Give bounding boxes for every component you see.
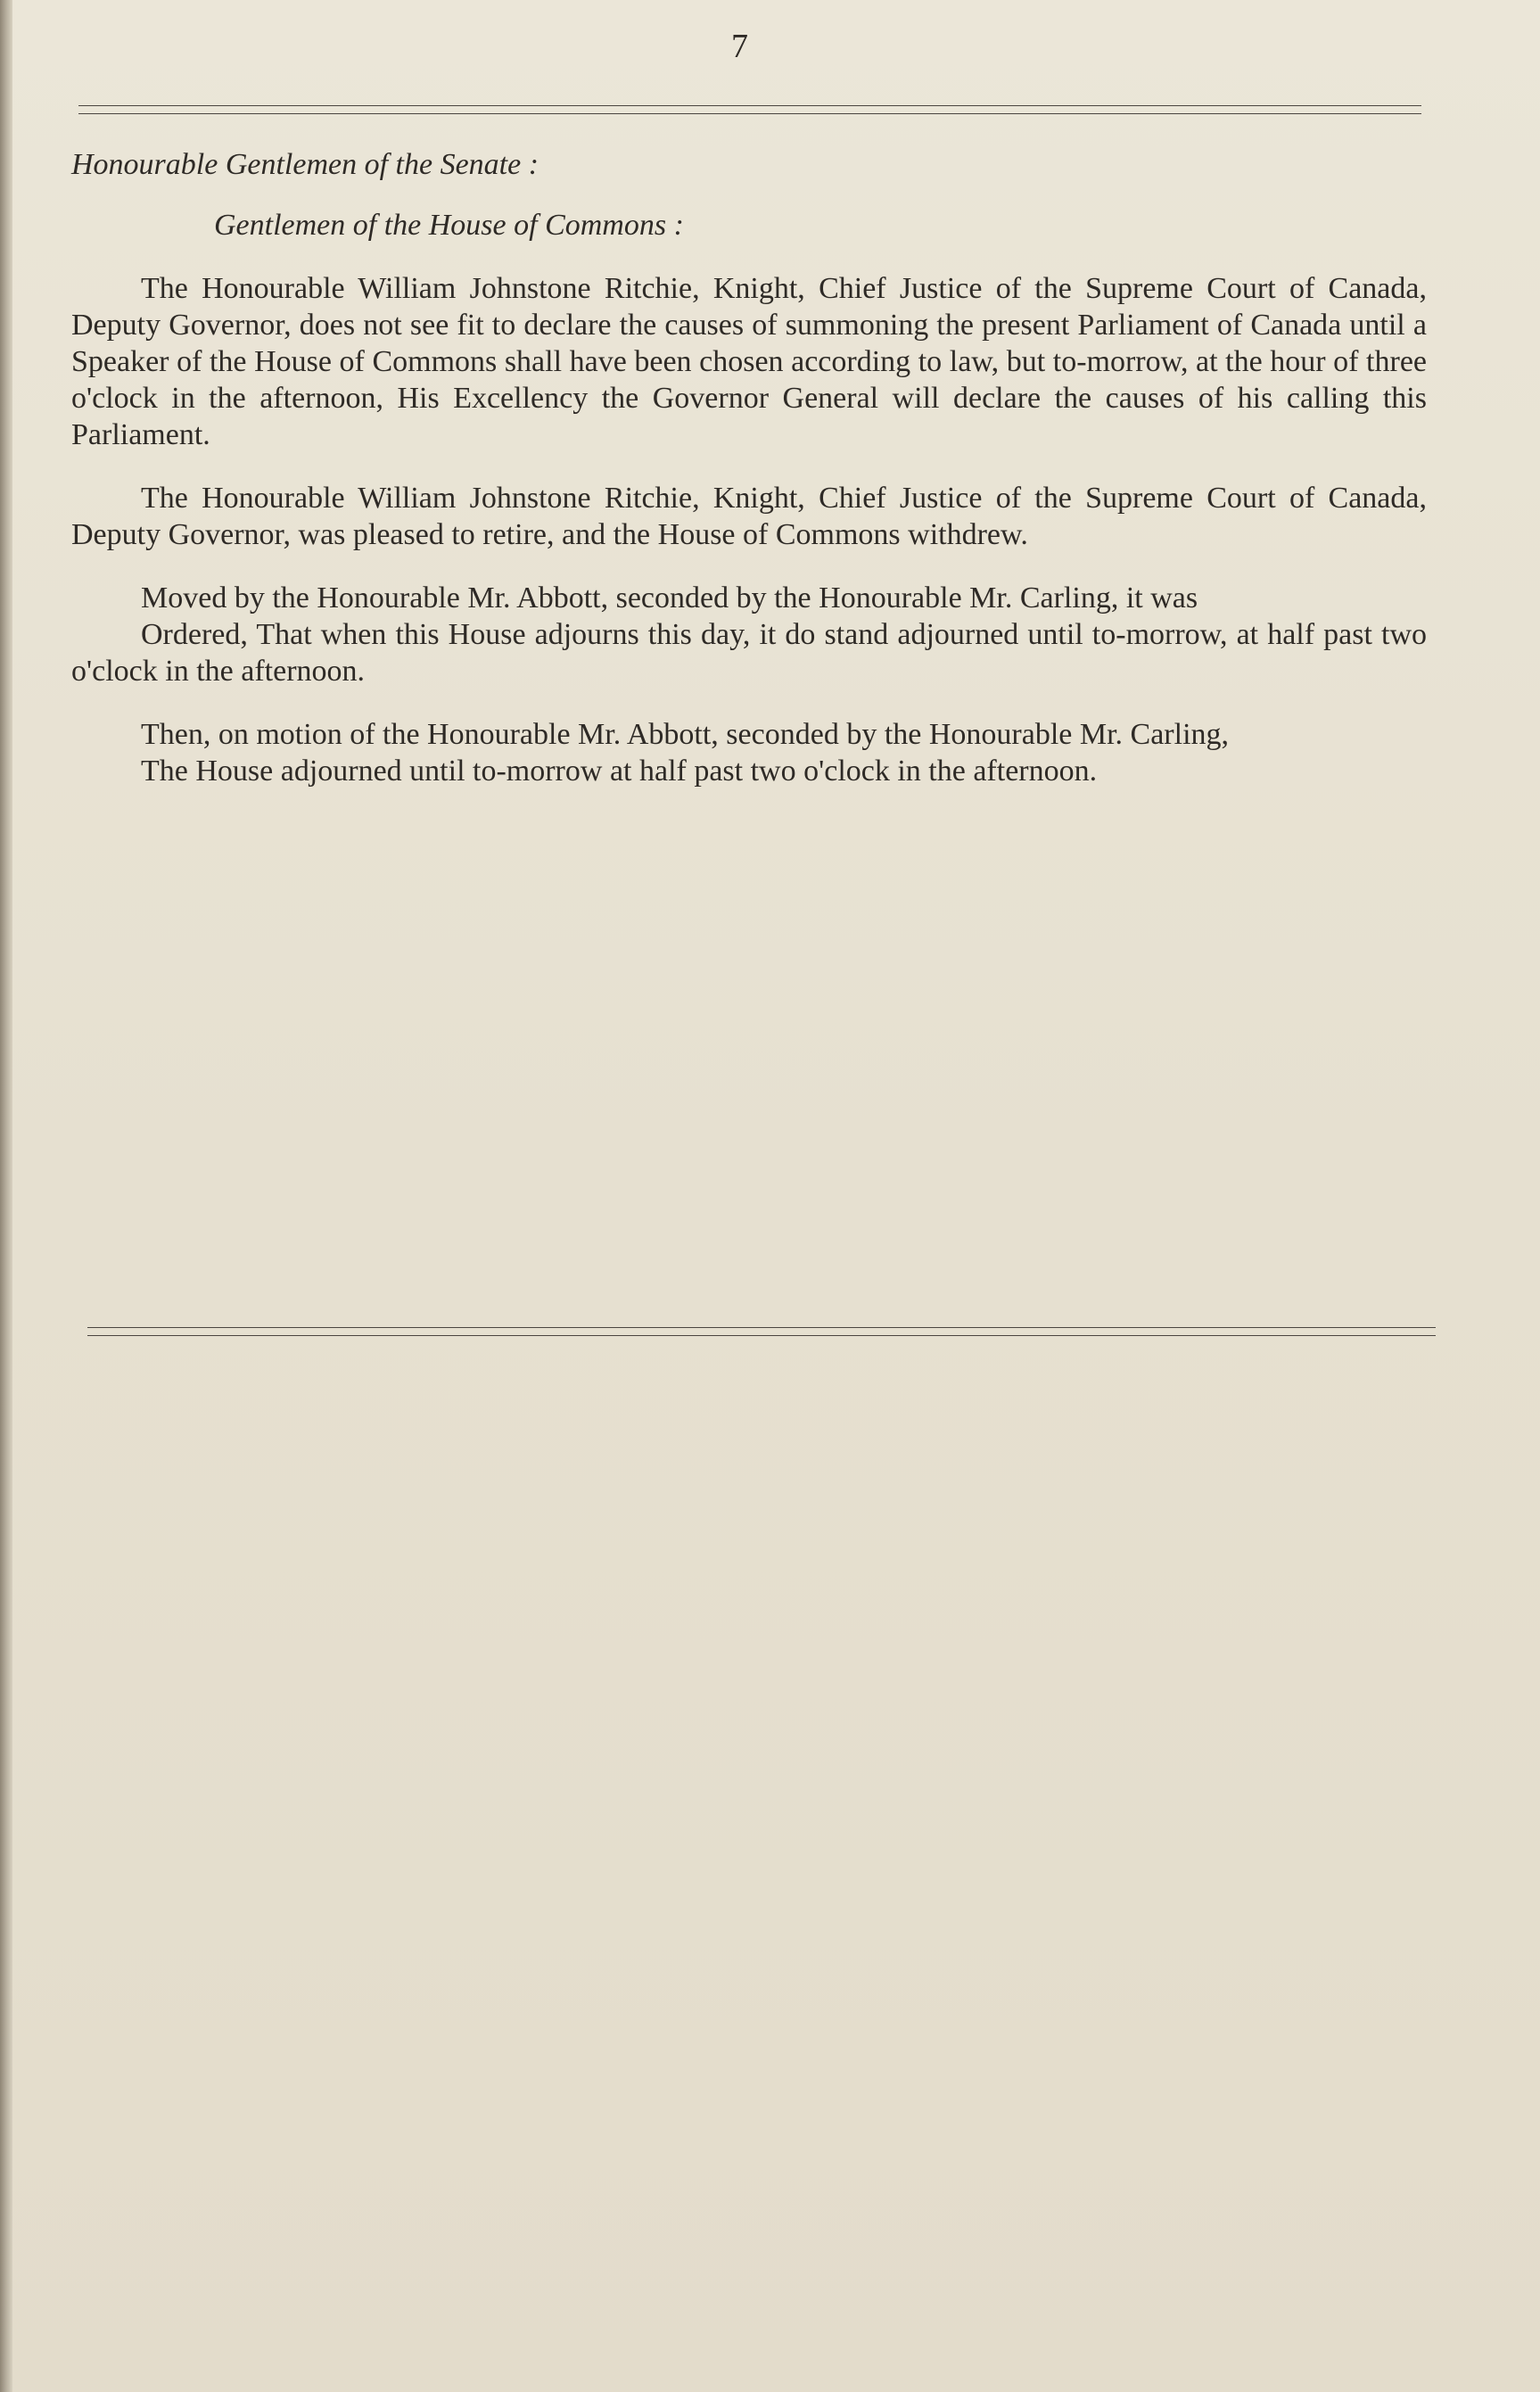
header-rule-lower: [78, 113, 1421, 114]
page-number: 7: [731, 28, 749, 65]
paragraph-final-motion: Then, on motion of the Honourable Mr. Abbott, seconded by the Honourable Mr. Carling,: [141, 718, 1230, 751]
document-body: [71, 147, 1427, 816]
paragraph-motion: Moved by the Honourable Mr. Abbott, seconded by the Honourable Mr. Carling, it was: [141, 582, 1198, 614]
header-rule-upper: [78, 105, 1421, 106]
footer-rule-lower: [87, 1335, 1436, 1336]
salutation-commons: Gentlemen of the House of Commons :: [214, 209, 684, 242]
footer-rule-upper: [87, 1327, 1436, 1328]
paragraph-order-adjournment: Ordered, That when this House adjourns this day, it do stand adjourned until to-morrow, at half past two o'clock in the afternoon.: [71, 618, 1427, 688]
binding-edge: [0, 0, 12, 2392]
paragraph-causes-of-summoning: The Honourable William Johnstone Ritchie, Knight, Chief Justice of the Supreme Court of Canada, Deputy Governor, does not see fit to declare the causes of summoning the present Parliament of Canada until a Speaker of the House of Commons shall have been chosen according to law, but to-morrow, at the hour of three o'clock in the afternoon, His Excellency the Governor General will declare the causes of his calling this Parliament.: [71, 272, 1427, 451]
paragraph-house-adjourned: The House adjourned until to-morrow at half past two o'clock in the afternoon.: [141, 755, 1098, 788]
salutation-senate: Honourable Gentlemen of the Senate :: [71, 148, 539, 181]
paragraph-deputy-governor-retires: The Honourable William Johnstone Ritchie, Knight, Chief Justice of the Supreme Court of Canada, Deputy Governor, was pleased to retire, and the House of Commons withdrew.: [71, 482, 1427, 551]
